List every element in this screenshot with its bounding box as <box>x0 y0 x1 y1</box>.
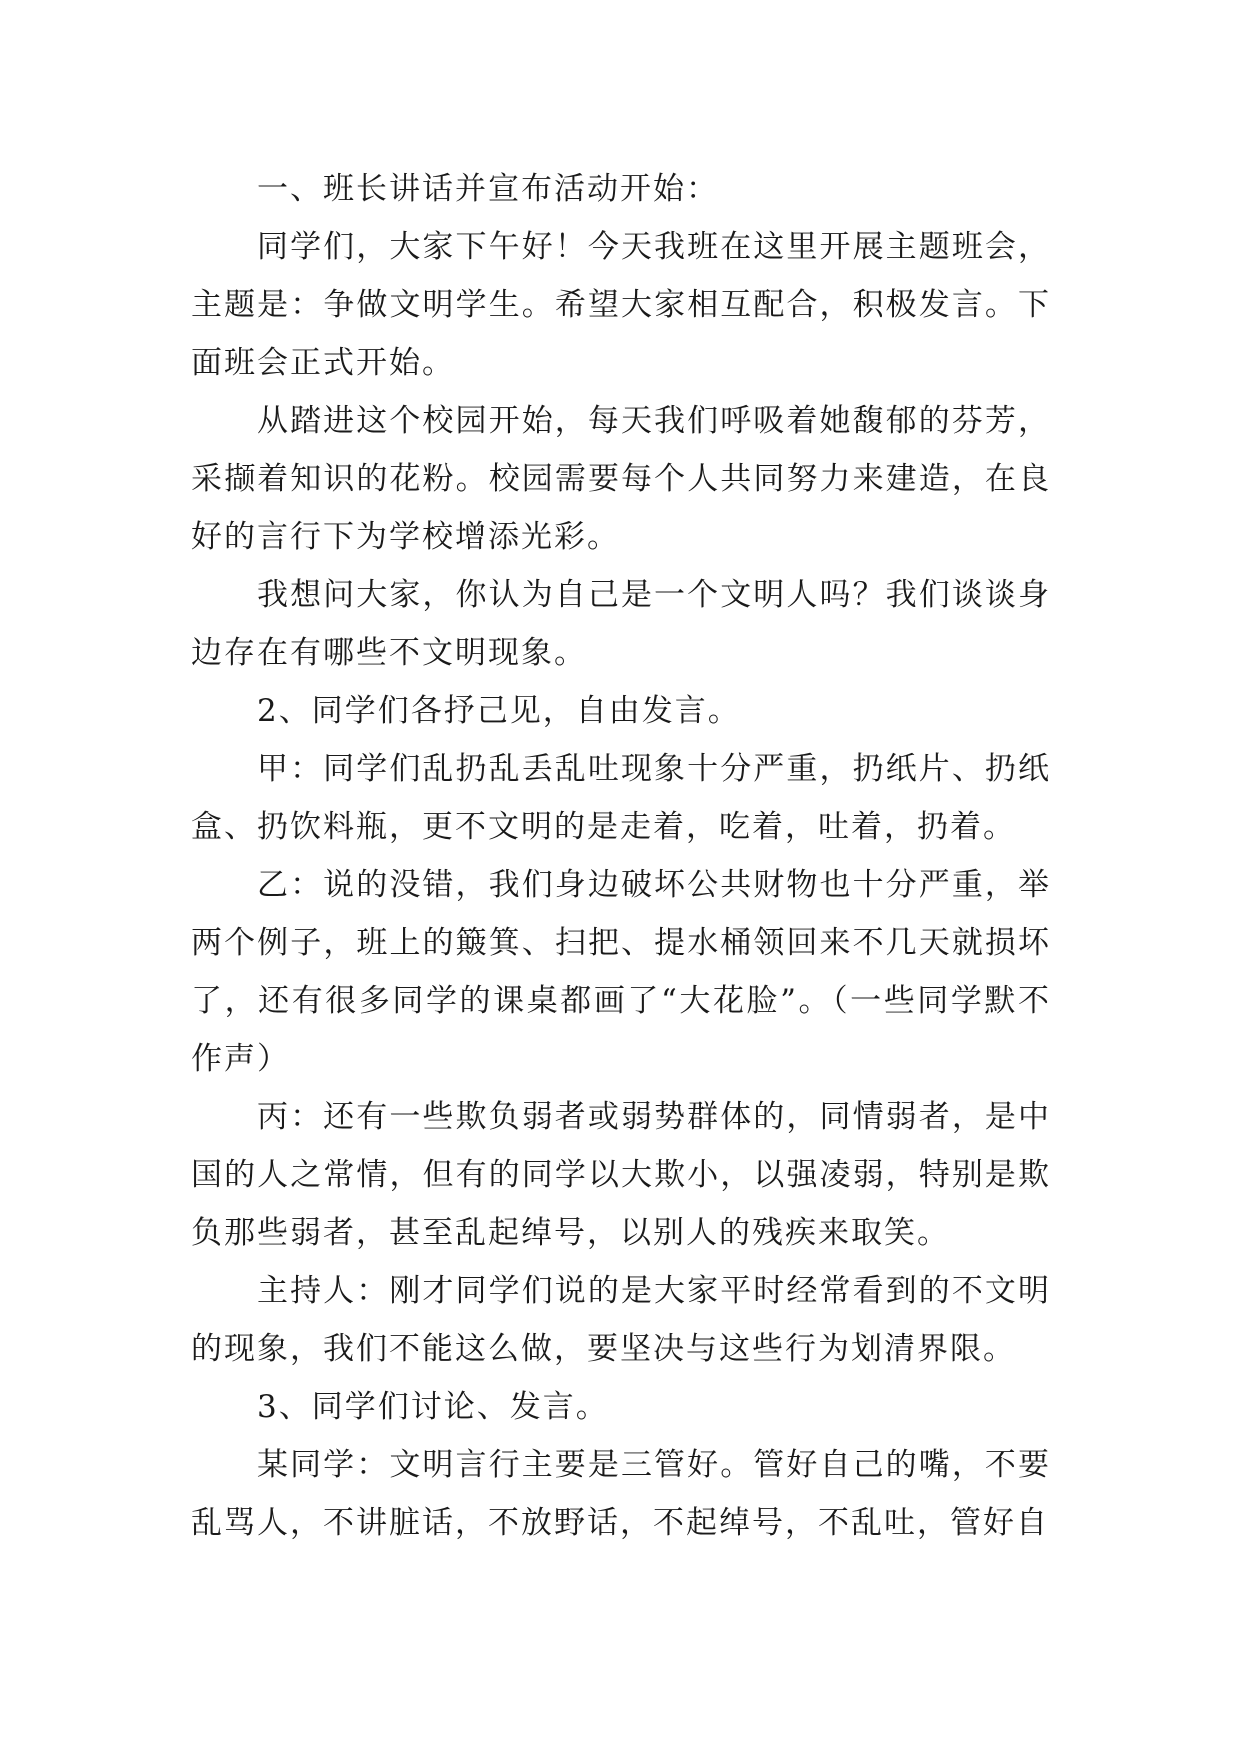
paragraph-heading-3: 3、同学们讨论、发言。 <box>257 1389 609 1425</box>
paragraph: 主持人：刚才同学们说的是大家平时经常看到的不文明的现象，我们不能这么做，要坚决与这些行为划清界限。 <box>191 1273 1051 1367</box>
paragraph-heading-2: 2、同学们各抒己见，自由发言。 <box>257 693 741 729</box>
paragraph: 乙：说的没错，我们身边破坏公共财物也十分严重，举两个例子，班上的簸箕、扫把、提水桶领回来不几天就损坏了，还有很多同学的课桌都画了“大花脸”。（一些同学默不作声） <box>191 867 1051 1077</box>
paragraph-heading-1: 一、班长讲话并宣布活动开始： <box>257 171 719 207</box>
paragraph: 我想问大家，你认为自己是一个文明人吗？我们谈谈身边存在有哪些不文明现象。 <box>191 577 1051 671</box>
document-body <box>191 160 1051 1552</box>
paragraph: 同学们，大家下午好！今天我班在这里开展主题班会，主题是：争做文明学生。希望大家相互配合，积极发言。下面班会正式开始。 <box>191 229 1051 381</box>
paragraph: 某同学：文明言行主要是三管好。管好自己的嘴，不要乱骂人，不讲脏话，不放野话，不起绰号，不乱吐，管好自 <box>191 1447 1051 1541</box>
paragraph: 从踏进这个校园开始，每天我们呼吸着她馥郁的芬芳，采撷着知识的花粉。校园需要每个人共同努力来建造，在良好的言行下为学校增添光彩。 <box>191 403 1051 555</box>
paragraph: 甲：同学们乱扔乱丢乱吐现象十分严重，扔纸片、扔纸盒、扔饮料瓶，更不文明的是走着，吃着，吐着，扔着。 <box>191 751 1051 845</box>
paragraph: 丙：还有一些欺负弱者或弱势群体的，同情弱者，是中国的人之常情，但有的同学以大欺小，以强凌弱，特别是欺负那些弱者，甚至乱起绰号，以别人的残疾来取笑。 <box>191 1099 1051 1251</box>
